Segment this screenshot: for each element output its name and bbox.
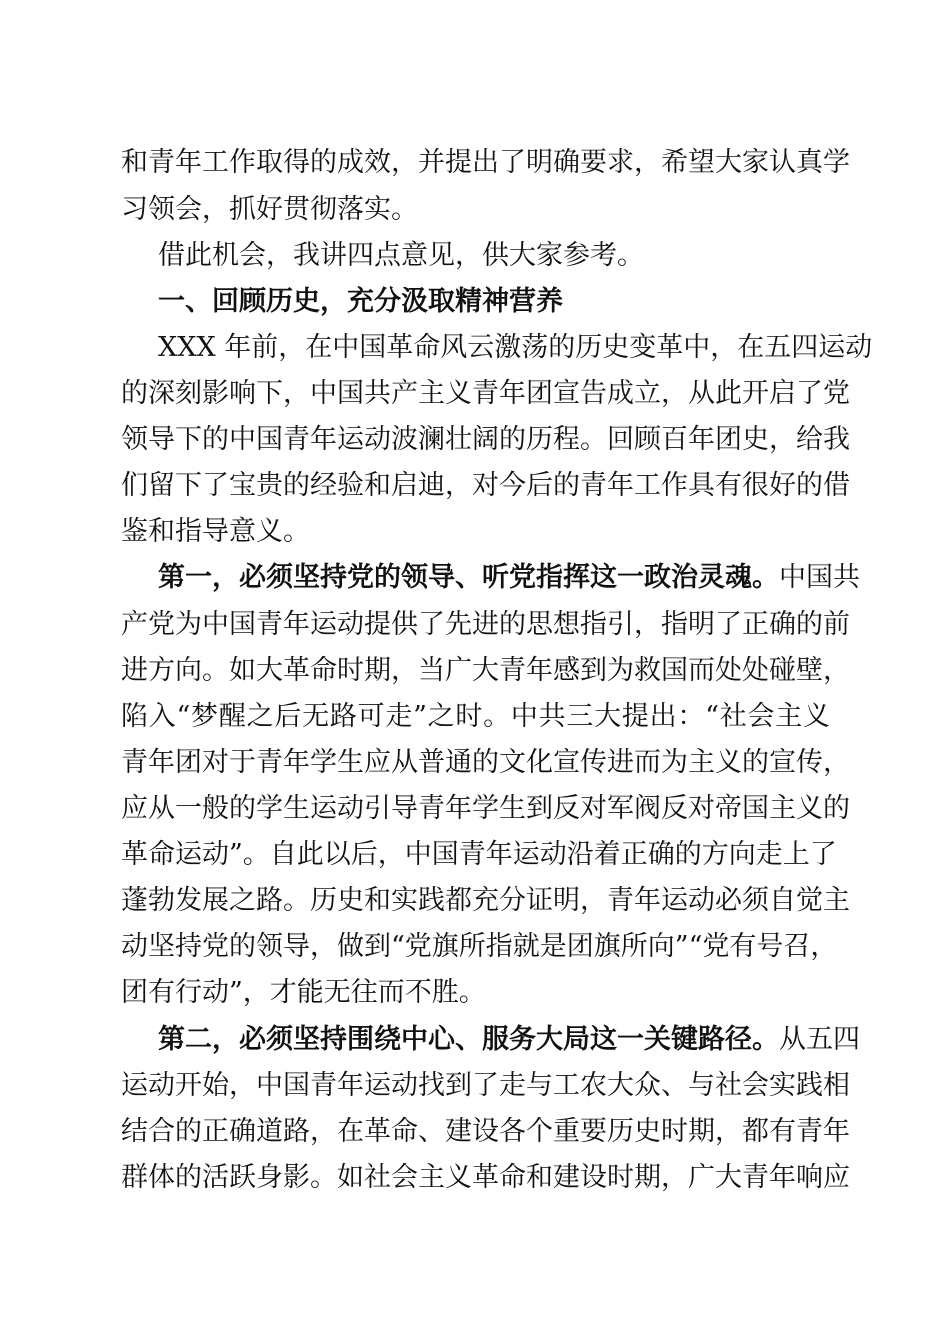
text-line: 鉴和指导意义。 <box>121 516 310 547</box>
text-line: 革命运动”。自此以后，中国青年运动沿着正确的方向走上了 <box>121 839 837 870</box>
section-heading: 一、回顾历史，充分汲取精神营养 <box>158 286 563 317</box>
text-line: 应从一般的学生运动引导青年学生到反对军阀反对帝国主义的 <box>121 793 850 824</box>
point-lead-2: 第二，必须坚持围绕中心、服务大局这一关键路径。 <box>158 1024 779 1055</box>
text-line: 习领会，抓好贯彻落实。 <box>121 194 418 225</box>
text-line: 们留下了宝贵的经验和启迪，对今后的青年工作具有很好的借 <box>121 470 850 501</box>
text-line: 进方向。如大革命时期，当广大青年感到为救国而处处碰壁， <box>121 655 850 686</box>
text-line: 团有行动”，才能无往而不胜。 <box>121 977 486 1008</box>
text-line: 陷入“梦醒之后无路可走”之时。中共三大提出：“社会主义 <box>121 701 830 732</box>
text-line: 借此机会，我讲四点意见，供大家参考。 <box>158 240 644 271</box>
text-line: 青年团对于青年学生应从普通的文化宣传进而为主义的宣传， <box>121 747 850 778</box>
text-line: 和青年工作取得的成效，并提出了明确要求，希望大家认真学 <box>121 147 850 178</box>
text-line: 结合的正确道路，在革命、建设各个重要历史时期，都有青年 <box>121 1116 850 1147</box>
point-body: 中国共 <box>779 562 860 593</box>
text-line: 产党为中国青年运动提供了先进的思想指引，指明了正确的前 <box>121 609 850 640</box>
point-lead-1: 第一，必须坚持党的领导、听党指挥这一政治灵魂。 <box>158 562 779 593</box>
point-body: 从五四 <box>779 1024 860 1055</box>
text-line: 蓬勃发展之路。历史和实践都充分证明，青年运动必须自觉主 <box>121 885 850 916</box>
text-line: 动坚持党的领导，做到“党旗所指就是团旗所向”“党有号召， <box>121 931 838 962</box>
text-line: XXX 年前，在中国革命风云激荡的历史变革中，在五四运动 <box>158 332 873 363</box>
text-line: 领导下的中国青年运动波澜壮阔的历程。回顾百年团史，给我 <box>121 424 850 455</box>
text-line: 运动开始，中国青年运动找到了走与工农大众、与社会实践相 <box>121 1070 850 1101</box>
text-line <box>158 1016 860 1064</box>
text-line <box>158 554 860 602</box>
text-line: 群体的活跃身影。如社会主义革命和建设时期，广大青年响应 <box>121 1162 850 1193</box>
text-line: 的深刻影响下，中国共产主义青年团宣告成立，从此开启了党 <box>121 378 850 409</box>
